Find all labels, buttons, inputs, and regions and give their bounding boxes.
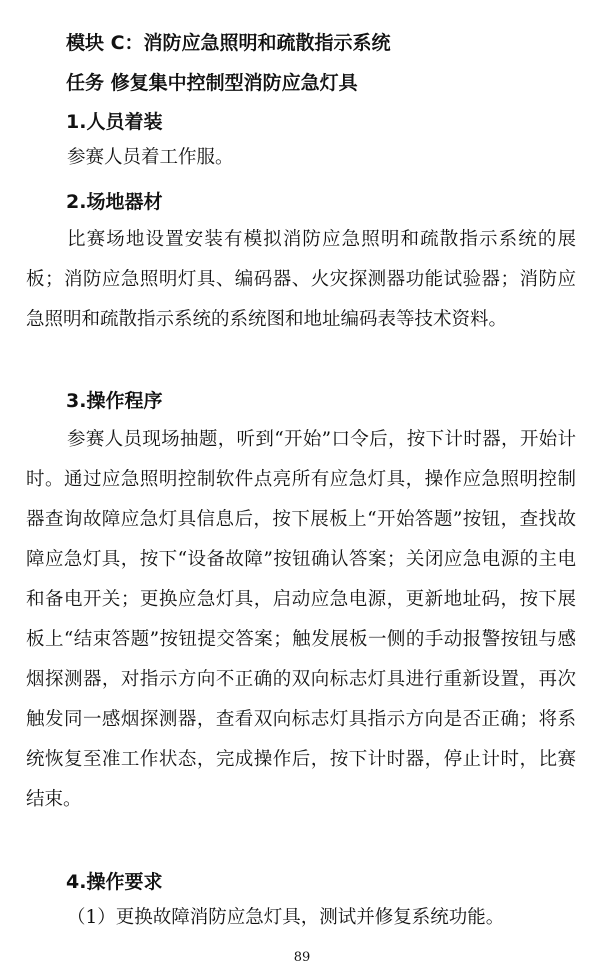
section-heading-attire: 1.人员着装 — [66, 111, 163, 133]
task-title: 任务 修复集中控制型消防应急灯具 — [66, 72, 358, 94]
section-heading-procedure: 3.操作程序 — [66, 390, 163, 412]
section-paragraph-equipment: 比赛场地设置安装有模拟消防应急照明和疏散指示系统的展板；消防应急照明灯具、编码器、火灾探测器功能试验器；消防应急照明和疏散指示系统的系统图和地址编码表等技术资料。 — [26, 229, 576, 330]
page-number: 89 — [293, 950, 311, 965]
module-title: 模块 C：消防应急照明和疏散指示系统 — [66, 32, 391, 54]
section-paragraph-requirements: （1）更换故障消防应急灯具，测试并修复系统功能。 — [67, 907, 505, 928]
section-paragraph-procedure: 参赛人员现场抽题，听到“开始”口令后，按下计时器，开始计时。通过应急照明控制软件点亮所有应急灯具，操作应急照明控制器查询故障应急灯具信息后，按下展板上“开始答题”按钮，查找故障应急灯具，按下“设备故障”按钮确认答案；关闭应急电源的主电和备电开关；更换应急灯具，启动应急电源，更新地址码，按下展板上“结束答题”按钮提交答案；触发展板一侧的手动报警按钮与感烟探测器，对指示方向不正确的双向标志灯具进行重新设置，再次触发同一感烟探测器，查看双向标志灯具指示方向是否正确；将系统恢复至准工作状态，完成操作后，按下计时器，停止计时，比赛结束。 — [26, 429, 576, 810]
section-heading-requirements: 4.操作要求 — [66, 871, 163, 893]
section-heading-equipment: 2.场地器材 — [66, 191, 163, 213]
section-paragraph-attire: 参赛人员着工作服。 — [67, 147, 234, 168]
